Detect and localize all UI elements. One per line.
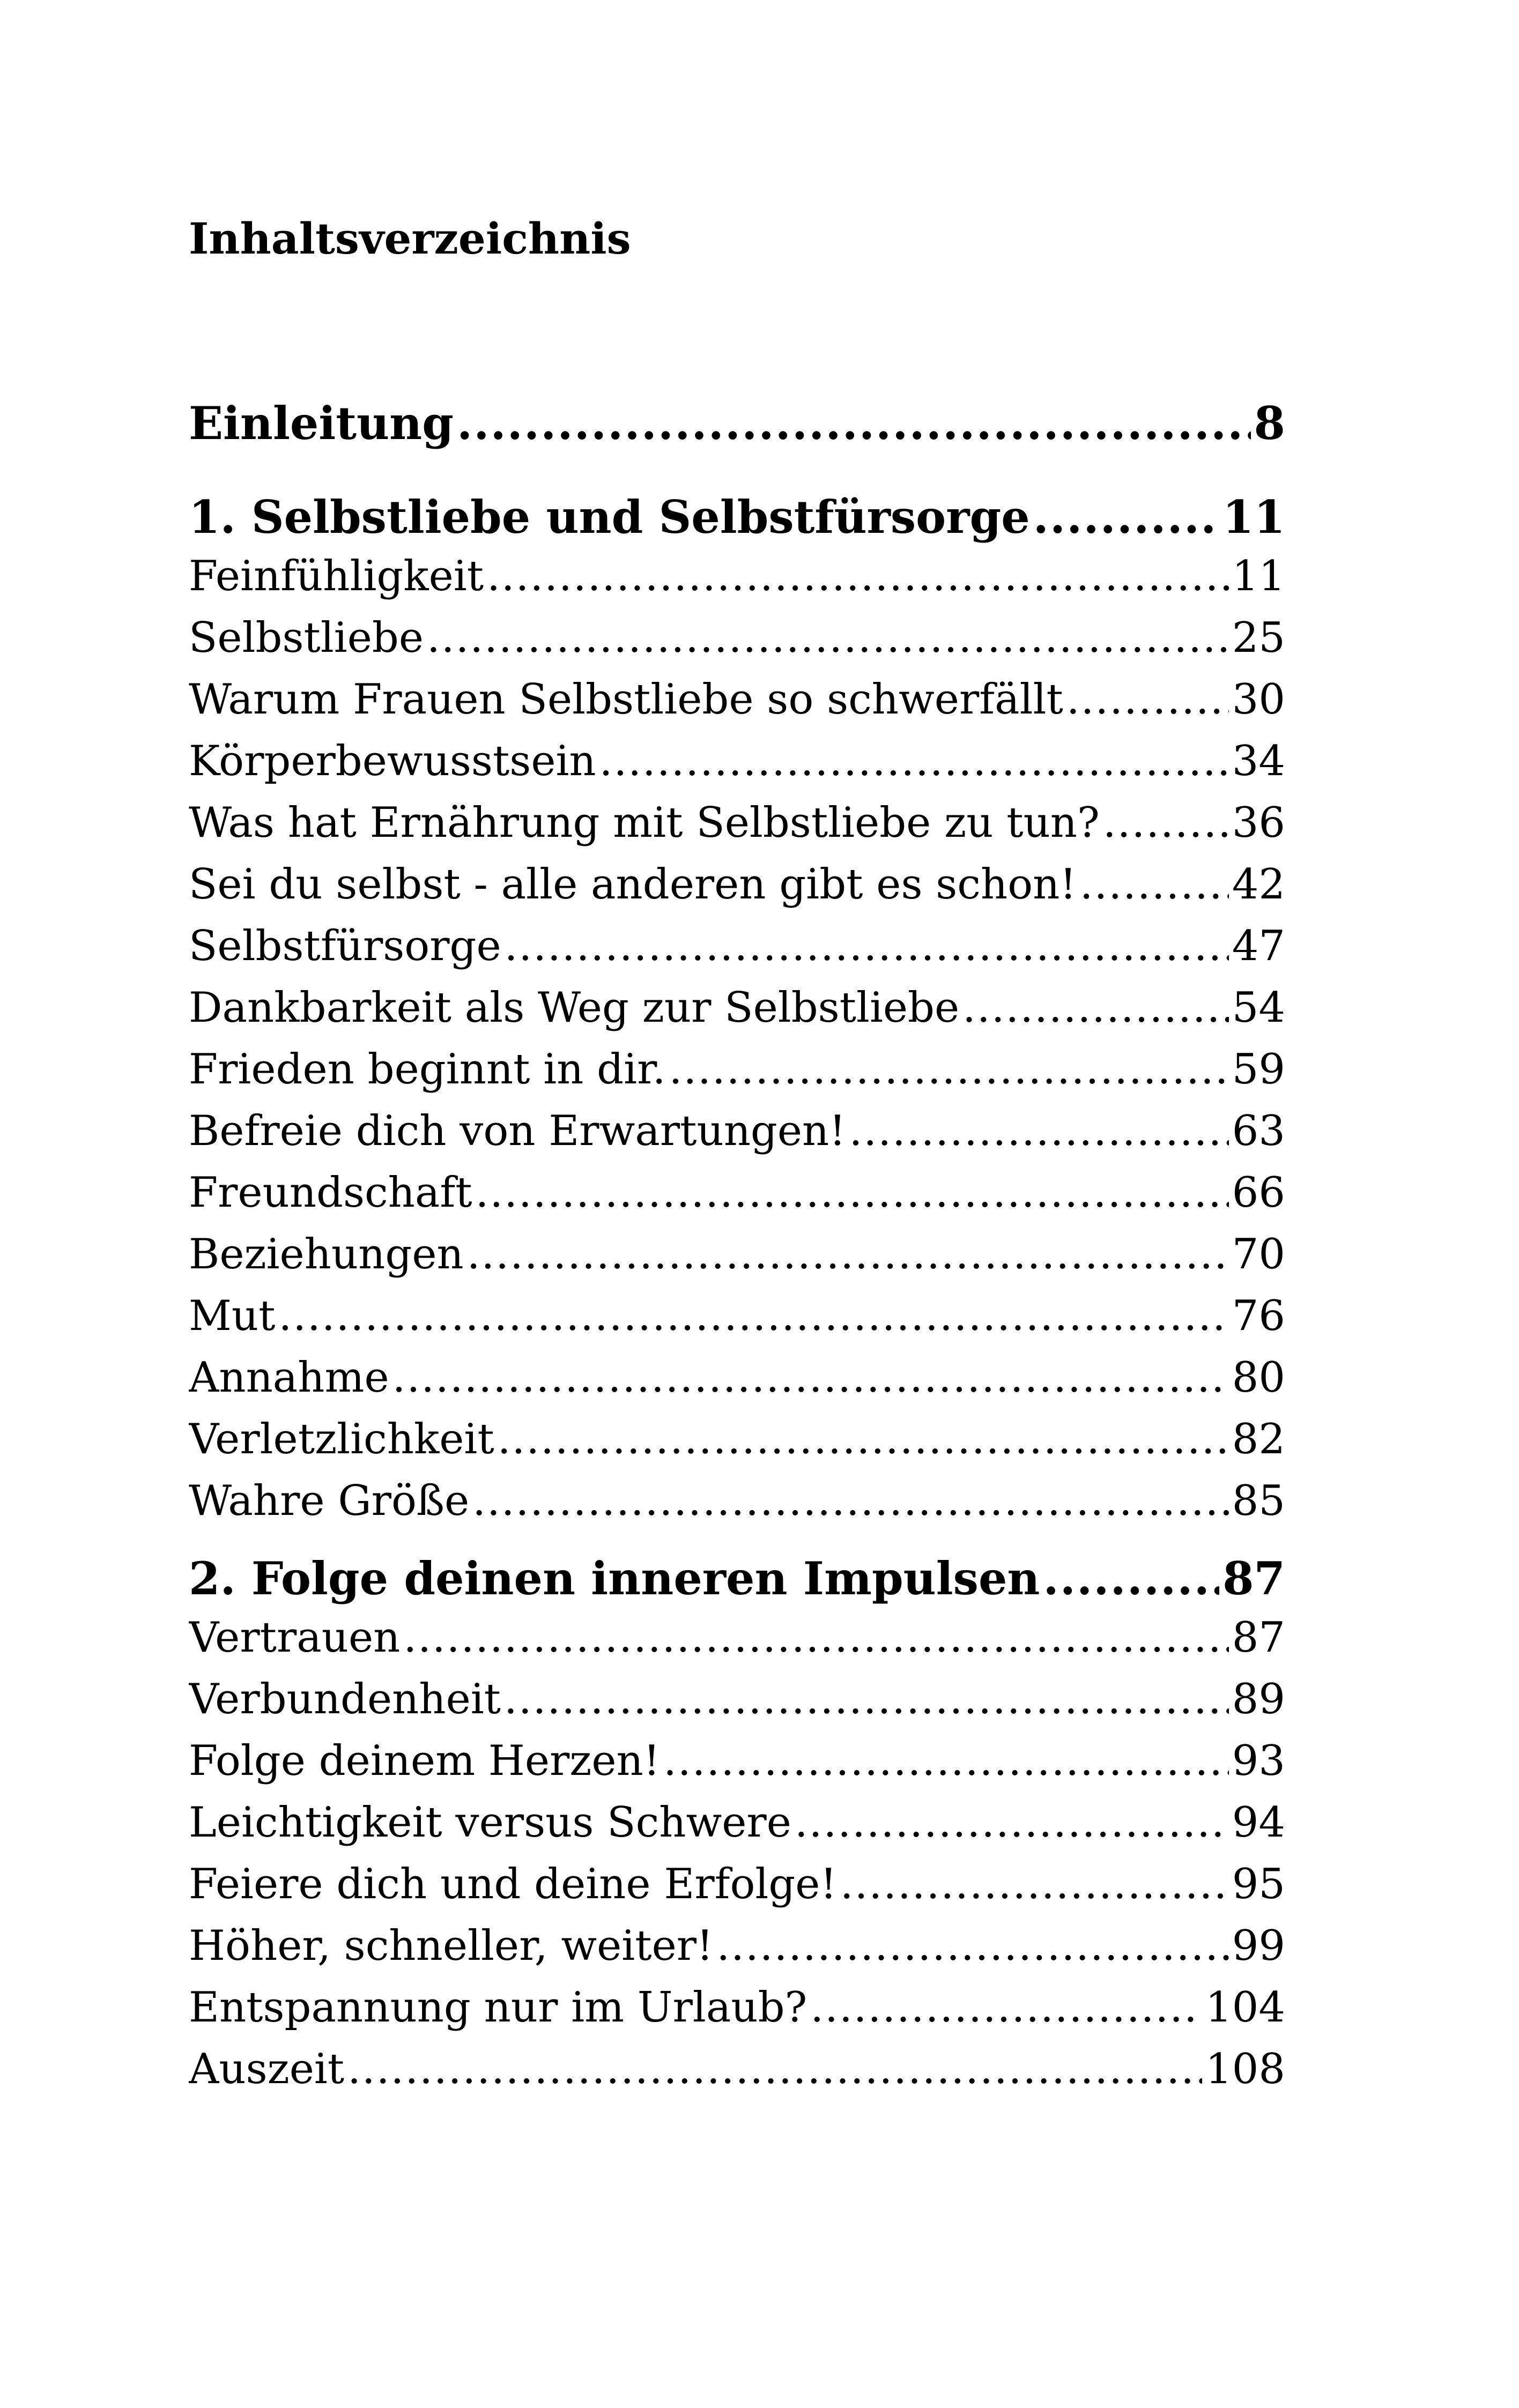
dot-leader	[467, 1228, 1229, 1281]
dot-leader	[669, 1043, 1229, 1096]
toc-entry-title: Leichtigkeit versus Schwere	[189, 1798, 791, 1847]
toc-section-entry[interactable]	[189, 981, 1285, 1035]
dot-leader	[278, 1289, 1228, 1343]
dot-leader	[840, 1857, 1229, 1911]
toc-section-entry[interactable]	[189, 734, 1285, 788]
dot-leader	[716, 1919, 1228, 1973]
dot-leader	[1043, 1549, 1219, 1608]
toc-section-entry[interactable]	[189, 796, 1285, 850]
toc-entry-title: Körperbewusstsein	[189, 737, 596, 785]
toc-page-number: 36	[1232, 799, 1285, 847]
toc-section-entry[interactable]	[189, 673, 1285, 726]
toc-section-entry[interactable]	[189, 1474, 1285, 1528]
toc-page-number: 108	[1205, 2045, 1285, 2093]
dot-leader	[487, 549, 1229, 603]
toc-page-number: 94	[1232, 1798, 1285, 1847]
toc-entry-title: 1. Selbstliebe und Selbstfürsorge	[189, 490, 1030, 544]
toc-page-number: 11	[1232, 552, 1285, 600]
dot-leader	[498, 1413, 1229, 1466]
toc-section-entry[interactable]	[189, 1166, 1285, 1220]
toc-page-number: 66	[1232, 1169, 1285, 1217]
dot-leader	[392, 1351, 1229, 1404]
toc-section-entry[interactable]	[189, 1413, 1285, 1466]
toc-section-entry[interactable]	[189, 2042, 1285, 2096]
toc-entry-title: Sei du selbst - alle anderen gibt es schon!	[189, 860, 1077, 909]
toc-entry-title: Höher, schneller, weiter!	[189, 1922, 714, 1970]
dot-leader	[505, 919, 1229, 973]
toc-page-number: 82	[1232, 1415, 1285, 1463]
toc-entry-title: Freundschaft	[189, 1169, 472, 1217]
toc-page-number: 8	[1254, 397, 1285, 450]
dot-leader	[795, 1796, 1229, 1849]
toc-section-entry[interactable]	[189, 1857, 1285, 1911]
dot-leader	[457, 394, 1251, 453]
toc-page-number: 25	[1232, 614, 1285, 662]
dot-leader	[962, 981, 1229, 1035]
toc-chapter-entry[interactable]	[189, 1549, 1285, 1608]
toc-chapter-entry[interactable]	[189, 488, 1285, 547]
toc-page-number: 89	[1232, 1675, 1285, 1723]
toc-entry-title: Feinfühligkeit	[189, 552, 484, 600]
dot-leader	[403, 1611, 1228, 1664]
toc-section-entry[interactable]	[189, 1289, 1285, 1343]
toc-page-number: 104	[1205, 1983, 1285, 2032]
toc-section-entry[interactable]	[189, 549, 1285, 603]
toc-page-number: 70	[1232, 1230, 1285, 1279]
toc-page-number: 54	[1232, 984, 1285, 1032]
toc-section-entry[interactable]	[189, 1981, 1285, 2034]
toc-page-number: 87	[1222, 1552, 1285, 1605]
toc-section-entry[interactable]	[189, 1228, 1285, 1281]
toc-page-number: 47	[1232, 922, 1285, 970]
dot-leader	[810, 1981, 1202, 2034]
toc-page-number: 63	[1232, 1107, 1285, 1155]
page-title: Inhaltsverzeichnis	[189, 213, 631, 264]
dot-leader	[472, 1474, 1229, 1528]
toc-page-number: 11	[1222, 490, 1285, 544]
toc-entry-title: Frieden beginnt in dir.	[189, 1045, 666, 1094]
toc-page-number: 80	[1232, 1354, 1285, 1402]
dot-leader	[1103, 796, 1229, 850]
dot-leader	[1066, 673, 1229, 726]
toc-page-number: 76	[1232, 1292, 1285, 1340]
toc-entry-title: Befreie dich von Erwartungen!	[189, 1107, 846, 1155]
toc-entry-title: Was hat Ernährung mit Selbstliebe zu tun?	[189, 799, 1100, 847]
toc-entry-title: Auszeit	[189, 2045, 345, 2093]
toc-page-number: 85	[1232, 1477, 1285, 1525]
toc-page-number: 87	[1232, 1614, 1285, 1662]
toc-section-entry[interactable]	[189, 1104, 1285, 1158]
toc-section-entry[interactable]	[189, 611, 1285, 665]
dot-leader	[347, 2042, 1202, 2096]
toc-entry-title: Dankbarkeit als Weg zur Selbstliebe	[189, 984, 960, 1032]
toc-section-entry[interactable]	[189, 1673, 1285, 1726]
toc-entry-title: Selbstfürsorge	[189, 922, 501, 970]
toc-page-number: 99	[1232, 1922, 1285, 1970]
toc-page-number: 30	[1232, 675, 1285, 724]
toc-page-number: 34	[1232, 737, 1285, 785]
toc-section-entry[interactable]	[189, 1919, 1285, 1973]
toc-section-entry[interactable]	[189, 919, 1285, 973]
dot-leader	[504, 1673, 1229, 1726]
toc-entry-title: 2. Folge deinen inneren Impulsen	[189, 1552, 1040, 1605]
dot-leader	[599, 734, 1229, 788]
toc-entry-title: Selbstliebe	[189, 614, 424, 662]
toc-entry-title: Wahre Größe	[189, 1477, 470, 1525]
toc-entry-title: Annahme	[189, 1354, 389, 1402]
toc-entry-title: Vertrauen	[189, 1614, 401, 1662]
toc-entry-title: Folge deinem Herzen!	[189, 1737, 661, 1785]
toc-entry-title: Warum Frauen Selbstliebe so schwerfällt	[189, 675, 1063, 724]
toc-entry-title: Mut	[189, 1292, 276, 1340]
toc-entry-title: Verbundenheit	[189, 1675, 501, 1723]
toc-section-entry[interactable]	[189, 858, 1285, 911]
toc-section-entry[interactable]	[189, 1796, 1285, 1849]
toc-chapter-entry[interactable]	[189, 394, 1285, 453]
dot-leader	[1080, 858, 1229, 911]
toc-section-entry[interactable]	[189, 1043, 1285, 1096]
toc-entry-title: Beziehungen	[189, 1230, 464, 1279]
toc-entry-title: Verletzlichkeit	[189, 1415, 494, 1463]
dot-leader	[476, 1166, 1229, 1220]
dot-leader	[427, 611, 1229, 665]
toc-section-entry[interactable]	[189, 1734, 1285, 1788]
toc-page-number: 42	[1232, 860, 1285, 909]
toc-page-number: 95	[1232, 1860, 1285, 1908]
toc-page-number: 59	[1232, 1045, 1285, 1094]
dot-leader	[663, 1734, 1229, 1788]
toc-entry-title: Entspannung nur im Urlaub?	[189, 1983, 807, 2032]
toc-section-entry[interactable]	[189, 1611, 1285, 1664]
toc-entry-title: Feiere dich und deine Erfolge!	[189, 1860, 837, 1908]
toc-entry-title: Einleitung	[189, 397, 454, 450]
dot-leader	[849, 1104, 1229, 1158]
toc-section-entry[interactable]	[189, 1351, 1285, 1404]
toc-page-number: 93	[1232, 1737, 1285, 1785]
dot-leader	[1033, 488, 1219, 547]
